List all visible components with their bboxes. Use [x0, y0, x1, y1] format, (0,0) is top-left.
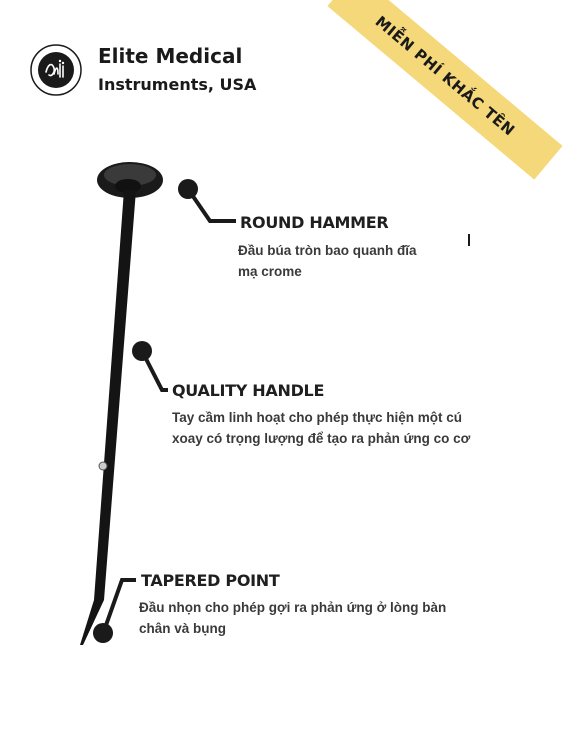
feature-title-tapered-point: TAPERED POINT — [141, 571, 280, 590]
feature-desc-round-hammer: Đầu búa tròn bao quanh đĩa mạ crome — [238, 243, 417, 279]
handle-rivet — [99, 462, 107, 470]
brand-name: Elite Medical — [98, 44, 243, 68]
brand-subtitle: Instruments, USA — [98, 75, 257, 94]
feature-desc-tapered-point: Đầu nhọn cho phép gợi ra phản ứng ở lòng bàn chân và bụng — [139, 600, 447, 636]
feature-title-round-hammer: ROUND HAMMER — [240, 213, 389, 232]
ribbon-text: MIỄN PHÍ KHẮC TÊN — [371, 12, 519, 140]
hammer-handle — [94, 190, 136, 600]
feature-title-quality-handle: QUALITY HANDLE — [172, 381, 325, 400]
callout-dot-tapered-point — [93, 623, 113, 643]
feature-desc-quality-handle: Tay cầm linh hoạt cho phép thực hiện một cú xoay có trọng lượng để tạo ra phản ứng co cơ — [172, 410, 471, 446]
callout-line-tapered-point — [105, 580, 136, 628]
callout-line-quality-handle — [142, 351, 168, 390]
